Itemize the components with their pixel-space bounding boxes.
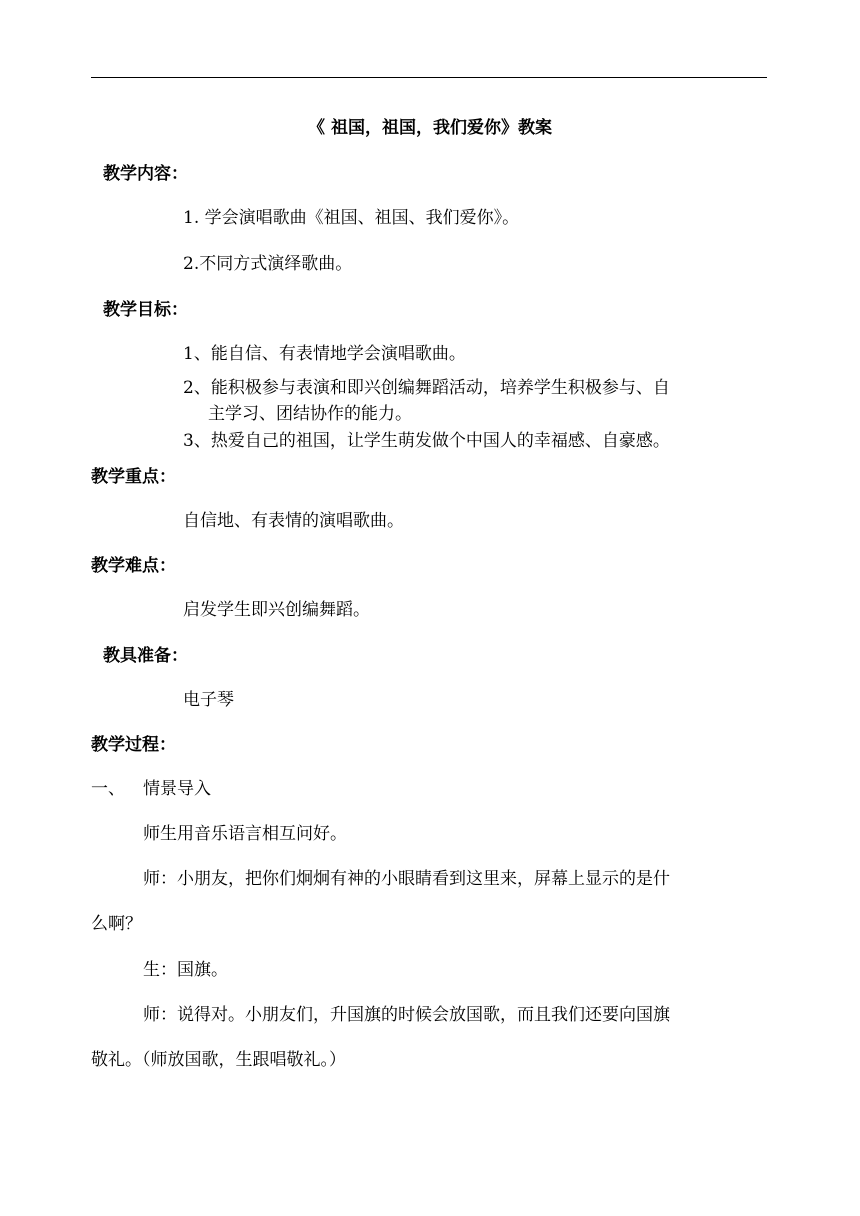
tools-text: 电子琴	[183, 690, 234, 710]
section-1-number: 一、	[91, 779, 125, 799]
document-title: 《 祖国，祖国，我们爱你》教案	[308, 118, 552, 138]
process-paragraph-2-cont: 么啊？	[91, 914, 142, 934]
process-paragraph-4: 师：说得对。小朋友们，升国旗的时候会放国歌，而且我们还要向国旗	[143, 1005, 670, 1025]
goal-item-1: 1、能自信、有表情地学会演唱歌曲。	[183, 344, 466, 364]
goal-item-2: 2、能积极参与表演和即兴创编舞蹈活动，培养学生积极参与、自	[183, 378, 670, 398]
process-paragraph-3: 生：国旗。	[143, 960, 228, 980]
process-paragraph-1: 师生用音乐语言相互问好。	[143, 824, 347, 844]
goal-item-2-cont: 主学习、团结协作的能力。	[208, 404, 412, 424]
process-paragraph-4-cont: 敬礼。（师放国歌，生跟唱敬礼。）	[91, 1050, 346, 1070]
focus-text: 自信地、有表情的演唱歌曲。	[183, 511, 404, 531]
content-heading: 教学内容：	[103, 164, 188, 184]
section-1-title: 情景导入	[143, 779, 211, 799]
goals-heading: 教学目标：	[103, 300, 188, 320]
tools-heading: 教具准备：	[103, 646, 188, 666]
content-item-1: 1. 学会演唱歌曲《祖国、祖国、我们爱你》。	[183, 208, 520, 228]
process-paragraph-2: 师：小朋友，把你们炯炯有神的小眼睛看到这里来，屏幕上显示的是什	[143, 869, 670, 889]
focus-heading: 教学重点：	[91, 467, 176, 487]
goal-item-3: 3、热爱自己的祖国，让学生萌发做个中国人的幸福感、自豪感。	[183, 431, 670, 451]
header-rule	[91, 77, 767, 78]
difficulty-text: 启发学生即兴创编舞蹈。	[183, 600, 370, 620]
content-item-2: 2.不同方式演绎歌曲。	[183, 254, 353, 274]
process-heading: 教学过程：	[91, 735, 176, 755]
difficulty-heading: 教学难点：	[91, 556, 176, 576]
